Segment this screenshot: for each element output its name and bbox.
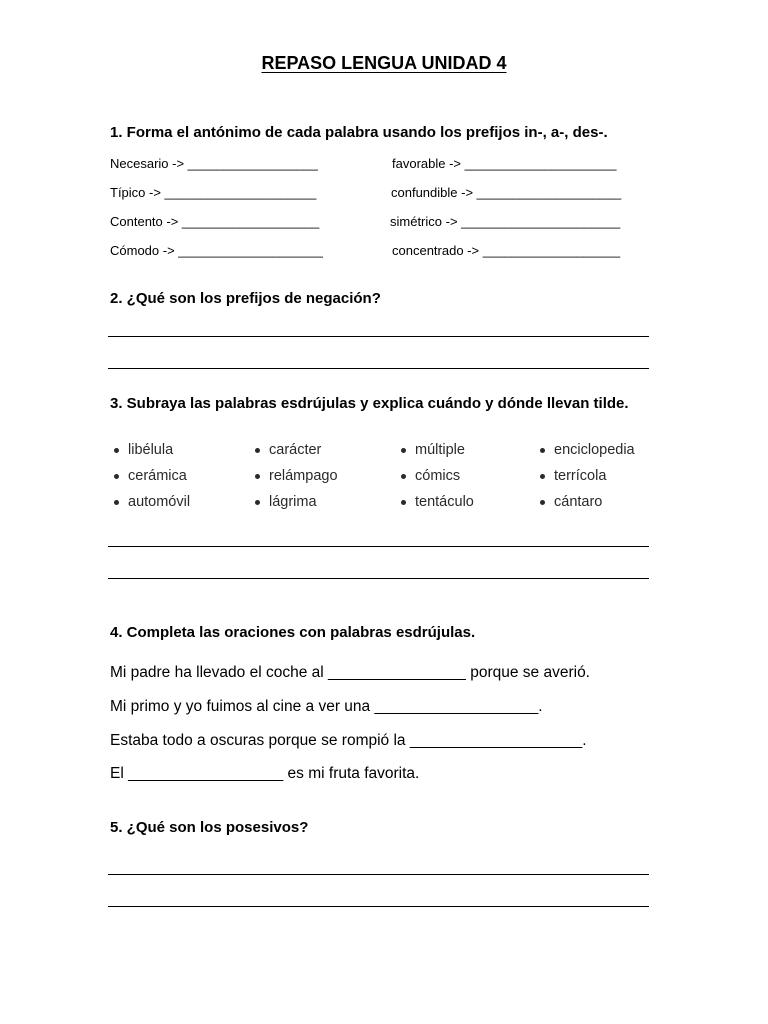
list-item xyxy=(399,437,538,463)
bullet-icon xyxy=(401,500,406,505)
list-item xyxy=(112,463,253,489)
sentence-item: El __________________ es mi fruta favorita. xyxy=(110,765,420,782)
page-title: REPASO LENGUA UNIDAD 4 xyxy=(261,53,507,73)
word-text: libélula xyxy=(128,442,174,458)
bullet-icon xyxy=(401,448,406,453)
antonym-item-necesario: Necesario -> __________________ xyxy=(110,156,318,171)
antonym-item-contento: Contento -> ___________________ xyxy=(110,214,320,229)
word-text: lágrima xyxy=(269,494,317,510)
answer-line xyxy=(108,336,649,337)
list-item xyxy=(112,489,253,515)
bullet-icon xyxy=(540,448,545,453)
antonym-item-comodo: Cómodo -> ____________________ xyxy=(110,243,323,258)
list-item xyxy=(112,437,253,463)
list-item xyxy=(253,437,399,463)
bullet-icon xyxy=(114,500,119,505)
list-item xyxy=(538,437,678,463)
list-item xyxy=(399,489,538,515)
bullet-icon xyxy=(540,474,545,479)
word-text: múltiple xyxy=(415,442,465,458)
answer-line xyxy=(108,546,649,547)
antonym-item-tipico: Típico -> _____________________ xyxy=(110,185,317,200)
question-5-heading: 5. ¿Qué son los posesivos? xyxy=(110,819,309,836)
list-item xyxy=(399,463,538,489)
antonym-item-confundible: confundible -> ____________________ xyxy=(391,185,622,200)
answer-line xyxy=(108,368,649,369)
antonym-item-simetrico: simétrico -> ______________________ xyxy=(390,214,621,229)
word-text: cerámica xyxy=(128,468,187,484)
bullet-icon xyxy=(540,500,545,505)
antonym-item-concentrado: concentrado -> ___________________ xyxy=(392,243,621,258)
sentence-item: Mi primo y yo fuimos al cine a ver una ___________________. xyxy=(110,698,543,715)
word-text: enciclopedia xyxy=(554,442,635,458)
question-2-heading: 2. ¿Qué son los prefijos de negación? xyxy=(110,290,381,307)
answer-line xyxy=(108,874,649,875)
list-item xyxy=(253,489,399,515)
bullet-icon xyxy=(255,500,260,505)
word-text: terrícola xyxy=(554,468,607,484)
question-4-heading: 4. Completa las oraciones con palabras esdrújulas. xyxy=(110,624,476,641)
bullet-icon xyxy=(401,474,406,479)
antonym-item-favorable: favorable -> _____________________ xyxy=(392,156,617,171)
question-1-heading: 1. Forma el antónimo de cada palabra usando los prefijos in-, a-, des-. xyxy=(110,124,608,141)
answer-line xyxy=(108,578,649,579)
bullet-icon xyxy=(114,448,119,453)
question-3-heading: 3. Subraya las palabras esdrújulas y explica cuándo y dónde llevan tilde. xyxy=(110,395,629,412)
bullet-icon xyxy=(255,474,260,479)
bullet-icon xyxy=(255,448,260,453)
esdrujula-word-list xyxy=(112,437,672,517)
word-text: automóvil xyxy=(128,494,191,510)
word-text: carácter xyxy=(269,442,322,458)
bullet-icon xyxy=(114,474,119,479)
word-text: tentáculo xyxy=(415,494,474,510)
list-item xyxy=(538,489,678,515)
word-text: cántaro xyxy=(554,494,603,510)
list-item xyxy=(253,463,399,489)
answer-line xyxy=(108,906,649,907)
word-text: relámpago xyxy=(269,468,338,484)
sentence-item: Estaba todo a oscuras porque se rompió la ____________________. xyxy=(110,732,587,749)
list-item xyxy=(538,463,678,489)
word-text: cómics xyxy=(415,468,461,484)
sentence-item: Mi padre ha llevado el coche al ________________ porque se averió. xyxy=(110,664,590,681)
